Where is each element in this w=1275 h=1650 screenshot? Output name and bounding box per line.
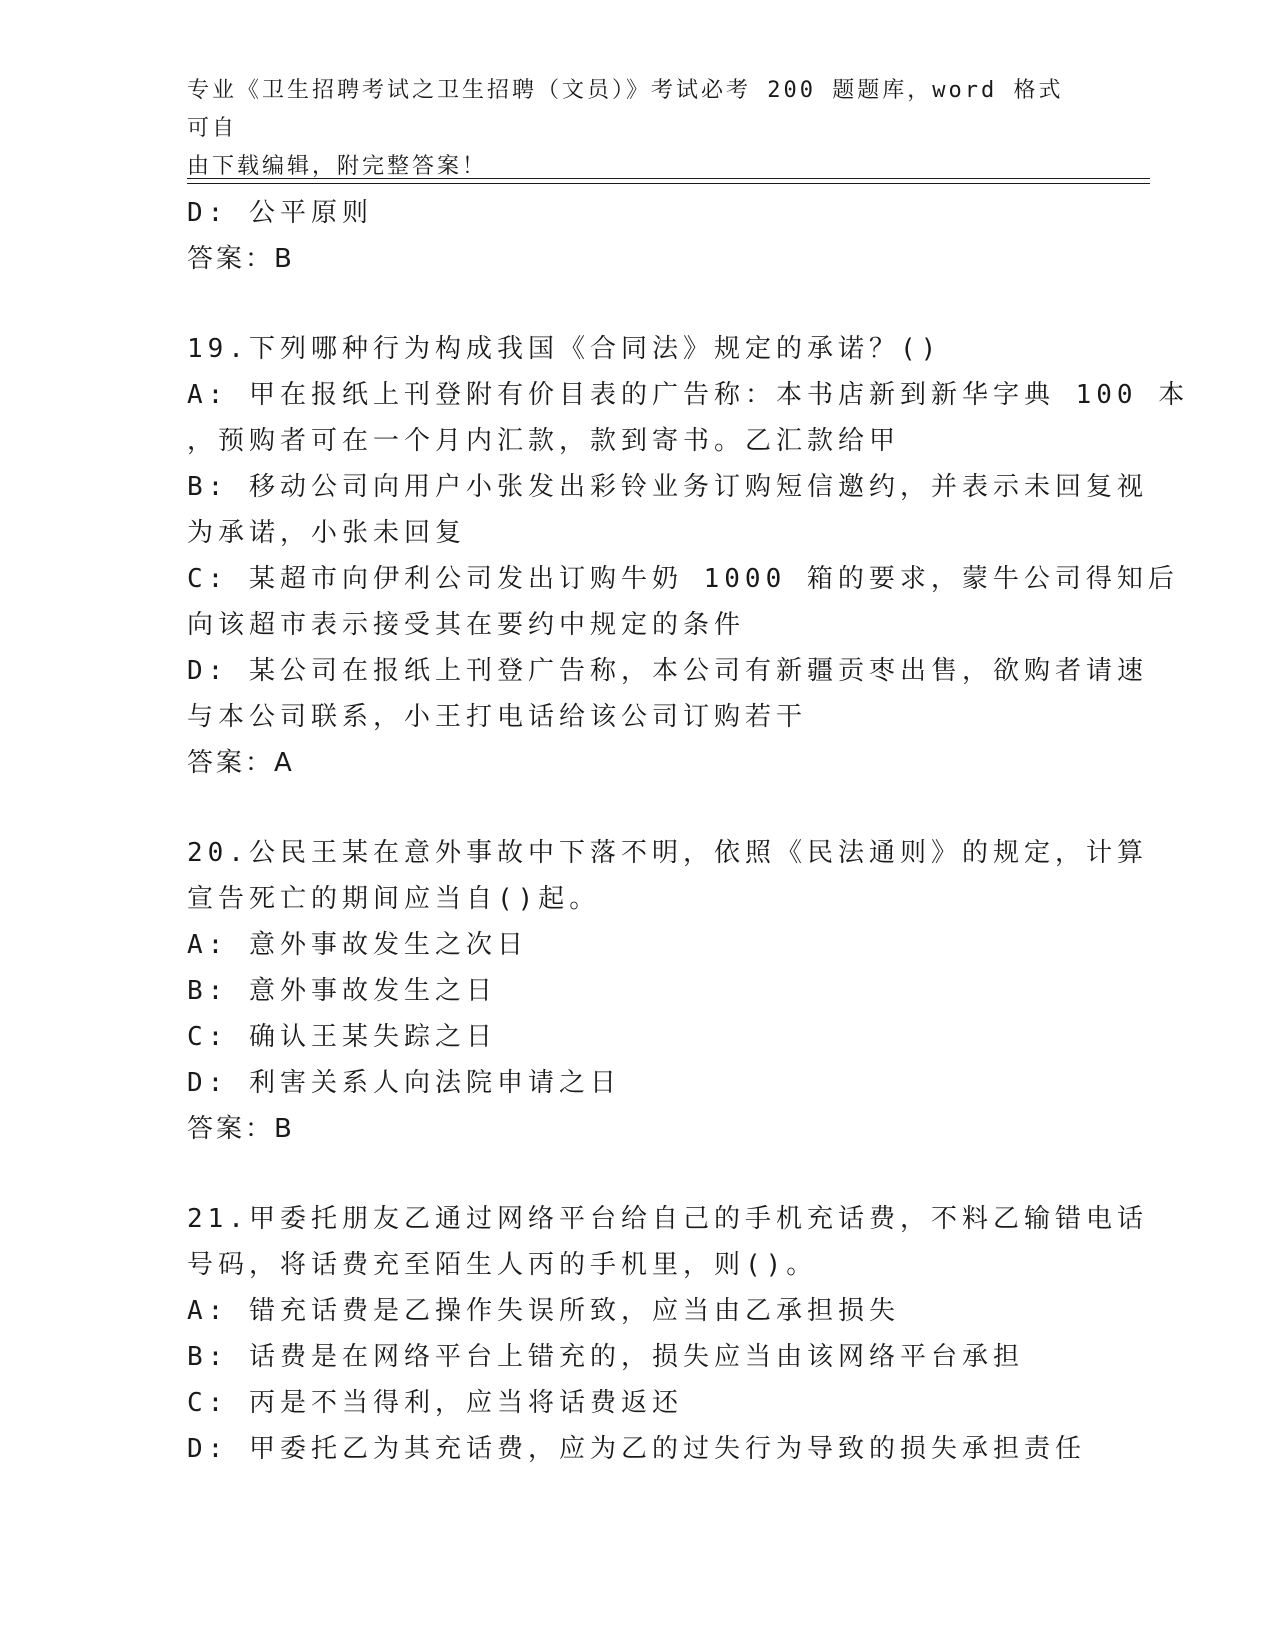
question-stem: 19.下列哪种行为构成我国《合同法》规定的承诺？(): [187, 334, 942, 364]
option-a-continued: ，预购者可在一个月内汇款，款到寄书。乙汇款给甲: [187, 426, 901, 456]
question-stem-continued: 宣告死亡的期间应当自()起。: [187, 884, 601, 914]
question-20: [187, 830, 1148, 1152]
answer-line: 答案：A: [187, 748, 295, 778]
document-body: [187, 190, 1190, 1472]
question-stem: 21.甲委托朋友乙通过网络平台给自己的手机充话费，不料乙输错电话: [187, 1204, 1148, 1234]
option-d: D: 甲委托乙为其充话费，应为乙的过失行为导致的损失承担责任: [187, 1434, 1086, 1464]
answer-line: 答案：B: [187, 1114, 295, 1144]
option-b: B: 意外事故发生之日: [187, 976, 497, 1006]
option-d: D: 公平原则: [187, 198, 373, 228]
question-stem-continued: 号码，将话费充至陌生人丙的手机里，则()。: [187, 1250, 818, 1280]
question-stem: 20.公民王某在意外事故中下落不明，依照《民法通则》的规定，计算: [187, 838, 1148, 868]
option-a: A: 甲在报纸上刊登附有价目表的广告称：本书店新到新华字典 100 本: [187, 380, 1190, 410]
option-d: D: 某公司在报纸上刊登广告称，本公司有新疆贡枣出售，欲购者请速: [187, 656, 1148, 686]
prev-question-tail: [187, 190, 1092, 282]
option-a: A: 错充话费是乙操作失误所致，应当由乙承担损失: [187, 1296, 900, 1326]
question-gap: [187, 282, 1092, 326]
option-b-continued: 为承诺，小张未回复: [187, 518, 467, 548]
option-a: A: 意外事故发生之次日: [187, 930, 528, 960]
question-21: [187, 1196, 1148, 1472]
option-c: C: 丙是不当得利，应当将话费返还: [187, 1388, 683, 1418]
option-b: B: 话费是在网络平台上错充的，损失应当由该网络平台承担: [187, 1342, 1024, 1372]
header-divider-top: [187, 178, 1150, 179]
option-d: D: 利害关系人向法院申请之日: [187, 1068, 621, 1098]
option-c-continued: 向该超市表示接受其在要约中规定的条件: [187, 610, 746, 640]
question-19: [187, 326, 1190, 786]
question-gap: [187, 1152, 1092, 1196]
question-gap: [187, 786, 1092, 830]
header-line-1: 专业《卫生招聘考试之卫生招聘（文员）》考试必考 200 题题库，word 格式可自: [187, 78, 1064, 141]
document-header: [187, 72, 1087, 186]
option-b: B: 移动公司向用户小张发出彩铃业务订购短信邀约，并表示未回复视: [187, 472, 1148, 502]
header-line-2: 由下载编辑，附完整答案！: [187, 154, 488, 179]
option-c: C: 确认王某失踪之日: [187, 1022, 497, 1052]
header-divider-bottom: [187, 183, 1150, 184]
answer-line: 答案：B: [187, 244, 295, 274]
option-d-continued: 与本公司联系，小王打电话给该公司订购若干: [187, 702, 808, 732]
option-c: C: 某超市向伊利公司发出订购牛奶 1000 箱的要求，蒙牛公司得知后: [187, 564, 1179, 594]
